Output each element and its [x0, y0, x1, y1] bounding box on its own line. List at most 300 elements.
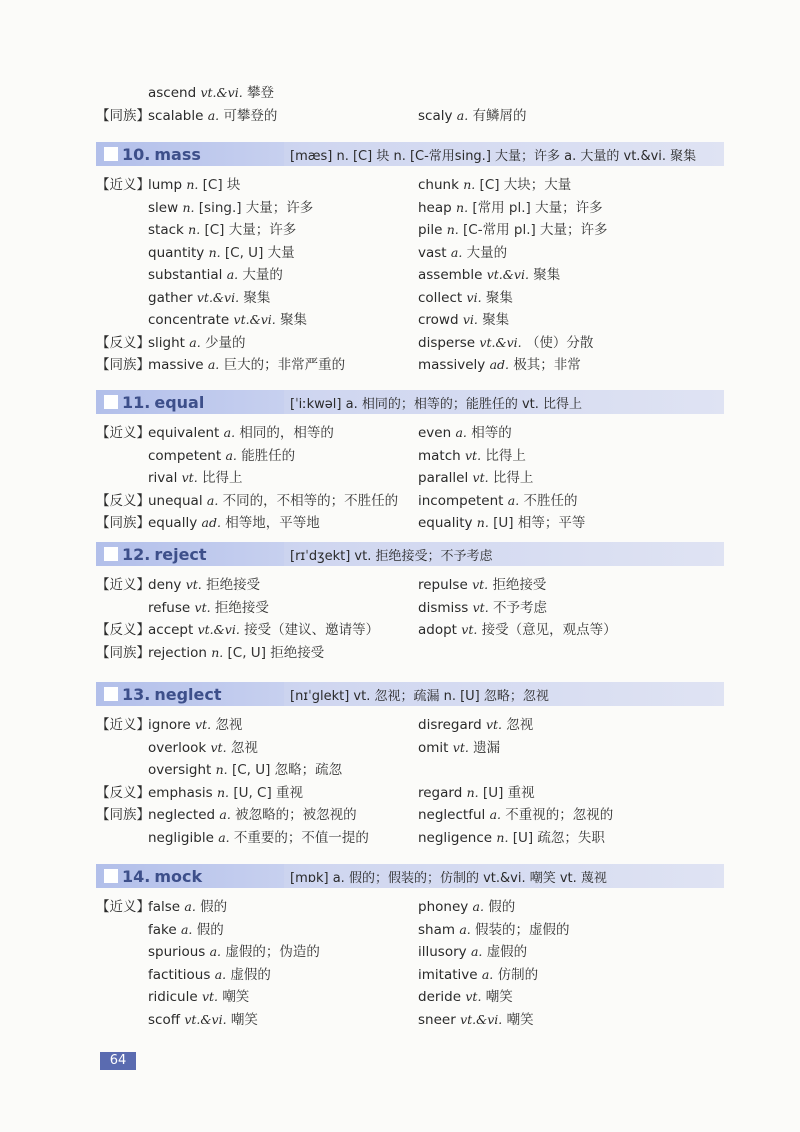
right-term [418, 241, 724, 261]
meaning: 不予考虑 [492, 599, 547, 616]
relation-label: 【同族】 [96, 807, 150, 824]
term-row [96, 962, 724, 985]
left-term [148, 104, 418, 124]
word: substantial [148, 267, 223, 284]
meaning: 拒绝接受 [214, 599, 269, 616]
part-of-speech: a. [507, 492, 520, 508]
part-of-speech: a. [219, 807, 231, 823]
word: crowd [418, 312, 459, 329]
meaning: 大量的 [466, 244, 508, 261]
left-term [148, 286, 418, 306]
meaning: [C, U] 大量 [224, 244, 295, 261]
meaning: 相等的 [471, 425, 512, 442]
part-of-speech: vt. [195, 717, 212, 733]
part-of-speech: vt. [472, 470, 489, 486]
meaning: 接受（建议、邀请等） [244, 622, 380, 639]
part-of-speech: n. [446, 222, 459, 238]
left-term [148, 713, 418, 733]
part-of-speech: ad. [201, 515, 221, 531]
meaning: 攀登 [246, 85, 274, 102]
term-row [96, 195, 724, 218]
part-of-speech: vt. [465, 447, 482, 463]
right-term [418, 218, 724, 238]
meaning: 忽视 [230, 739, 258, 756]
word: regard [418, 784, 463, 801]
part-of-speech: vt.&vi. [200, 85, 243, 101]
word: negligence [418, 829, 493, 846]
relation-label: 【同族】 [96, 107, 150, 124]
entry-number: 13. [122, 684, 151, 704]
left-term [148, 421, 418, 441]
part-of-speech: a. [459, 921, 471, 937]
headword-box [96, 864, 284, 888]
left-term [148, 758, 418, 778]
square-bullet-icon [104, 147, 118, 161]
part-of-speech: vt.&vi. [460, 1011, 503, 1027]
meaning: 嘲笑 [506, 1011, 534, 1028]
meaning: 可攀登的 [223, 107, 278, 124]
term-row [96, 640, 724, 663]
word: accept [148, 622, 194, 639]
word: slew [148, 199, 179, 216]
word: pile [418, 222, 443, 239]
right-term [418, 353, 724, 373]
right-term [418, 466, 724, 486]
word: massively [418, 357, 486, 374]
term-row [96, 465, 724, 488]
word: rival [148, 470, 178, 487]
entry-mock [96, 864, 724, 1029]
headword-definition: [mɒk] a. 假的；假装的；仿制的 vt.&vi. 嘲笑 vt. 蔑视 [290, 870, 607, 886]
meaning: 巨大的；非常严重的 [223, 357, 346, 374]
meaning: 虚假的 [230, 966, 271, 983]
right-term [418, 173, 724, 193]
left-term [148, 573, 418, 593]
part-of-speech: vt. [194, 599, 211, 615]
term-row [96, 330, 724, 353]
right-term [418, 963, 724, 983]
word: repulse [418, 577, 468, 594]
word: assemble [418, 267, 483, 284]
headword-box [96, 542, 284, 566]
word: scalable [148, 107, 204, 124]
meaning: 假的 [196, 921, 224, 938]
word: ridicule [148, 989, 198, 1006]
part-of-speech: ad. [489, 357, 510, 373]
part-of-speech: n. [463, 177, 476, 193]
word: adopt [418, 622, 457, 639]
word: deny [148, 577, 182, 594]
meaning: [U] 疏忽；失职 [512, 829, 605, 846]
entry-mass [96, 142, 724, 375]
left-term [148, 353, 418, 373]
part-of-speech: vt. [472, 599, 489, 615]
term-row [96, 984, 724, 1007]
meaning: 比得上 [201, 470, 243, 487]
term-row [96, 510, 724, 533]
word: sneer [418, 1011, 456, 1028]
meaning: 少量的 [205, 334, 246, 351]
meaning: 忽视 [215, 717, 243, 734]
entry-header [96, 864, 724, 888]
part-of-speech: a. [455, 425, 467, 441]
word: ascend [148, 85, 197, 102]
word: disperse [418, 334, 476, 351]
entry-header [96, 390, 724, 414]
term-row [96, 307, 724, 330]
left-term [148, 781, 418, 801]
word: incompetent [418, 492, 504, 509]
word: stack [148, 222, 184, 239]
part-of-speech: vt.&vi. [486, 267, 529, 283]
term-row [96, 802, 724, 825]
word: parallel [418, 470, 469, 487]
part-of-speech: n. [466, 784, 479, 800]
left-term [148, 918, 418, 938]
left-term [148, 895, 418, 915]
meaning: 假的 [488, 899, 516, 916]
word: match [418, 447, 461, 464]
part-of-speech: a. [184, 899, 196, 915]
left-term [148, 466, 418, 486]
term-row [96, 572, 724, 595]
relation-label: 【近义】 [96, 177, 150, 194]
part-of-speech: vt. [485, 717, 502, 733]
part-of-speech: a. [207, 107, 220, 123]
meaning: 聚集 [243, 289, 271, 306]
entry-number: 12. [122, 544, 151, 564]
word: even [418, 425, 452, 442]
meaning: [U, C] 重视 [233, 784, 304, 801]
part-of-speech: a. [472, 899, 484, 915]
word: neglectful [418, 807, 486, 824]
meaning: [C] 块 [202, 177, 241, 194]
meaning: 比得上 [492, 470, 534, 487]
term-row [96, 352, 724, 375]
left-term [148, 1008, 418, 1028]
meaning: [C, U] 忽略；疏忽 [231, 762, 343, 779]
term-row [96, 443, 724, 466]
word: oversight [148, 762, 212, 779]
right-term [418, 826, 724, 846]
part-of-speech: a. [218, 829, 230, 845]
part-of-speech: a. [456, 107, 469, 123]
part-of-speech: a. [481, 966, 494, 982]
relation-label: 【同族】 [96, 515, 150, 532]
term-row [96, 262, 724, 285]
square-bullet-icon [104, 395, 118, 409]
headword: reject [154, 544, 207, 564]
right-term [418, 918, 724, 938]
word: neglected [148, 807, 216, 824]
word: unequal [148, 492, 203, 509]
relation-label: 【同族】 [96, 357, 150, 374]
term-row [96, 103, 716, 126]
headword-definition: [mæs] n. [C] 块 n. [C-常用sing.] 大量；许多 a. 大量的 vt.&vi. 聚集 [290, 148, 697, 164]
part-of-speech: vt. [210, 739, 227, 755]
left-term [148, 511, 418, 531]
term-row [96, 712, 724, 735]
part-of-speech: n. [456, 199, 469, 215]
right-term [418, 940, 724, 960]
term-row [96, 757, 724, 780]
part-of-speech: vt. [185, 577, 202, 593]
headword-box [96, 390, 284, 414]
part-of-speech: a. [214, 966, 227, 982]
meaning: 嘲笑 [230, 1011, 258, 1028]
left-term [148, 81, 418, 101]
entry-reject [96, 542, 724, 662]
meaning: 比得上 [485, 447, 526, 464]
right-term [418, 781, 724, 801]
part-of-speech: n. [216, 784, 230, 800]
meaning: 极其；非常 [513, 357, 581, 374]
word: quantity [148, 244, 205, 261]
relation-label: 【近义】 [96, 577, 150, 594]
word: equality [418, 515, 473, 532]
entry-header [96, 542, 724, 566]
right-term [418, 985, 724, 1005]
meaning: 能胜任的 [241, 447, 296, 464]
word: imitative [418, 966, 478, 983]
term-row [96, 217, 724, 240]
meaning: （使）分散 [525, 334, 594, 351]
left-term [148, 308, 418, 328]
part-of-speech: vt.&vi. [184, 1011, 227, 1027]
meaning: 假装的；虚假的 [475, 921, 570, 938]
meaning: 聚集 [533, 267, 561, 284]
meaning: 不重要的；不值一提的 [233, 829, 369, 846]
entry-neglect [96, 682, 724, 847]
part-of-speech: n. [182, 199, 195, 215]
part-of-speech: vt. [465, 989, 482, 1005]
meaning: [C] 大量；许多 [204, 222, 297, 239]
part-of-speech: vi. [462, 312, 478, 328]
word: spurious [148, 944, 206, 961]
right-term [418, 421, 724, 441]
term-row [96, 488, 724, 511]
word: concentrate [148, 312, 230, 329]
relation-label: 【同族】 [96, 644, 150, 661]
term-row [96, 825, 724, 848]
part-of-speech: a. [209, 944, 222, 960]
word: scoff [148, 1011, 181, 1028]
entry-header [96, 682, 724, 706]
term-row [96, 80, 716, 103]
part-of-speech: a. [225, 447, 237, 463]
meaning: 聚集 [482, 312, 510, 329]
meaning: 不胜任的 [523, 492, 578, 509]
headword: neglect [154, 684, 222, 704]
relation-label: 【反义】 [96, 492, 150, 509]
left-term [148, 940, 418, 960]
meaning: 拒绝接受 [492, 577, 547, 594]
word: disregard [418, 717, 482, 734]
meaning: 聚集 [280, 312, 308, 329]
part-of-speech: a. [223, 425, 236, 441]
square-bullet-icon [104, 687, 118, 701]
meaning: [C, U] 拒绝接受 [227, 644, 325, 661]
left-term [148, 963, 418, 983]
term-row [96, 240, 724, 263]
word: deride [418, 989, 462, 1006]
part-of-speech: n. [188, 222, 201, 238]
term-row [96, 894, 724, 917]
left-term [148, 218, 418, 238]
meaning: [U] 重视 [482, 784, 535, 801]
part-of-speech: a. [226, 267, 239, 283]
term-row [96, 172, 724, 195]
meaning: [C] 大块；大量 [479, 177, 572, 194]
left-term [148, 331, 418, 351]
meaning: 不同的，不相等的；不胜任的 [222, 492, 399, 509]
headword-definition: [rɪˈdʒekt] vt. 拒绝接受；不予考虑 [290, 548, 493, 564]
meaning: 拒绝接受 [206, 577, 261, 594]
word: false [148, 899, 181, 916]
word: collect [418, 289, 463, 306]
square-bullet-icon [104, 869, 118, 883]
part-of-speech: vt.&vi. [233, 312, 276, 328]
word: equally [148, 515, 198, 532]
part-of-speech: n. [208, 244, 221, 260]
term-row [96, 285, 724, 308]
part-of-speech: vt. [181, 470, 198, 486]
part-of-speech: a. [489, 807, 501, 823]
part-of-speech: n. [496, 829, 509, 845]
right-term [418, 489, 724, 509]
left-term [148, 241, 418, 261]
word: gather [148, 289, 193, 306]
meaning: 虚假的 [486, 944, 528, 961]
entry-header [96, 142, 724, 166]
entry-number: 14. [122, 866, 151, 886]
relation-label: 【反义】 [96, 334, 150, 351]
word: negligible [148, 829, 214, 846]
relation-label: 【反义】 [96, 622, 150, 639]
term-row [96, 917, 724, 940]
left-term [148, 618, 418, 638]
term-row [96, 595, 724, 618]
right-term [418, 803, 724, 823]
entry-equal [96, 390, 724, 533]
part-of-speech: vt. [461, 622, 478, 638]
right-term [418, 895, 724, 915]
part-of-speech: vt. [452, 739, 469, 755]
left-term [148, 985, 418, 1005]
word: sham [418, 921, 456, 938]
right-term [418, 596, 724, 616]
term-row [96, 780, 724, 803]
right-term [418, 618, 724, 638]
part-of-speech: n. [186, 177, 199, 193]
headword: mock [154, 866, 203, 886]
right-term [418, 331, 724, 351]
part-of-speech: vi. [466, 289, 482, 305]
word: rejection [148, 644, 207, 661]
part-of-speech: n. [215, 762, 228, 778]
meaning: 嘲笑 [485, 989, 513, 1006]
left-term [148, 596, 418, 616]
word: overlook [148, 739, 207, 756]
square-bullet-icon [104, 547, 118, 561]
word: ignore [148, 717, 191, 734]
meaning: 被忽略的；被忽视的 [235, 807, 357, 824]
right-term [418, 444, 724, 464]
right-term [418, 736, 724, 756]
part-of-speech: a. [206, 492, 219, 508]
term-row [96, 617, 724, 640]
relation-label: 【近义】 [96, 425, 150, 442]
word: omit [418, 739, 449, 756]
word: dismiss [418, 599, 469, 616]
meaning: [U] 相等；平等 [493, 515, 586, 532]
part-of-speech: n. [476, 515, 489, 531]
part-of-speech: vt.&vi. [479, 334, 522, 350]
relation-label: 【反义】 [96, 784, 150, 801]
part-of-speech: a. [450, 244, 463, 260]
meaning: 嘲笑 [222, 989, 250, 1006]
term-row [96, 420, 724, 443]
entry-number: 10. [122, 144, 151, 164]
left-term [148, 641, 418, 661]
left-term [148, 196, 418, 216]
meaning: [常用 pl.] 大量；许多 [472, 199, 603, 216]
part-of-speech: n. [211, 644, 224, 660]
word: scaly [418, 107, 453, 124]
meaning: [C-常用 pl.] 大量；许多 [463, 222, 608, 239]
word: competent [148, 447, 222, 464]
headword: mass [154, 144, 201, 164]
left-term [148, 444, 418, 464]
headword-box [96, 682, 284, 706]
meaning: 有鳞屑的 [472, 107, 527, 124]
left-term [148, 173, 418, 193]
page-number: 64 [100, 1052, 136, 1070]
meaning: 相等地，平等地 [225, 515, 320, 532]
continued-entry [96, 80, 716, 125]
meaning: 遗漏 [473, 739, 501, 756]
word: illusory [418, 944, 467, 961]
entry-number: 11. [122, 392, 151, 412]
part-of-speech: a. [189, 334, 201, 350]
meaning: 接受（意见，观点等） [481, 622, 617, 639]
meaning: 聚集 [485, 289, 513, 306]
left-term [148, 263, 418, 283]
part-of-speech: a. [470, 944, 483, 960]
right-term [418, 263, 724, 283]
left-term [148, 826, 418, 846]
right-term [418, 511, 724, 531]
right-term [418, 308, 724, 328]
right-term [418, 286, 724, 306]
left-term [148, 489, 418, 509]
right-term [418, 1008, 724, 1028]
part-of-speech: a. [207, 357, 220, 373]
word: factitious [148, 966, 211, 983]
meaning: 忽视 [506, 717, 534, 734]
term-row [96, 735, 724, 758]
meaning: [sing.] 大量；许多 [198, 199, 314, 216]
meaning: 假的 [200, 899, 228, 916]
part-of-speech: vt. [472, 577, 489, 593]
part-of-speech: vt. [201, 989, 219, 1005]
part-of-speech: vt.&vi. [196, 289, 240, 305]
word: refuse [148, 599, 191, 616]
headword-definition: [ˈiːkwəl] a. 相同的；相等的；能胜任的 vt. 比得上 [290, 396, 583, 412]
term-row [96, 939, 724, 962]
headword-box [96, 142, 284, 166]
right-term [418, 713, 724, 733]
